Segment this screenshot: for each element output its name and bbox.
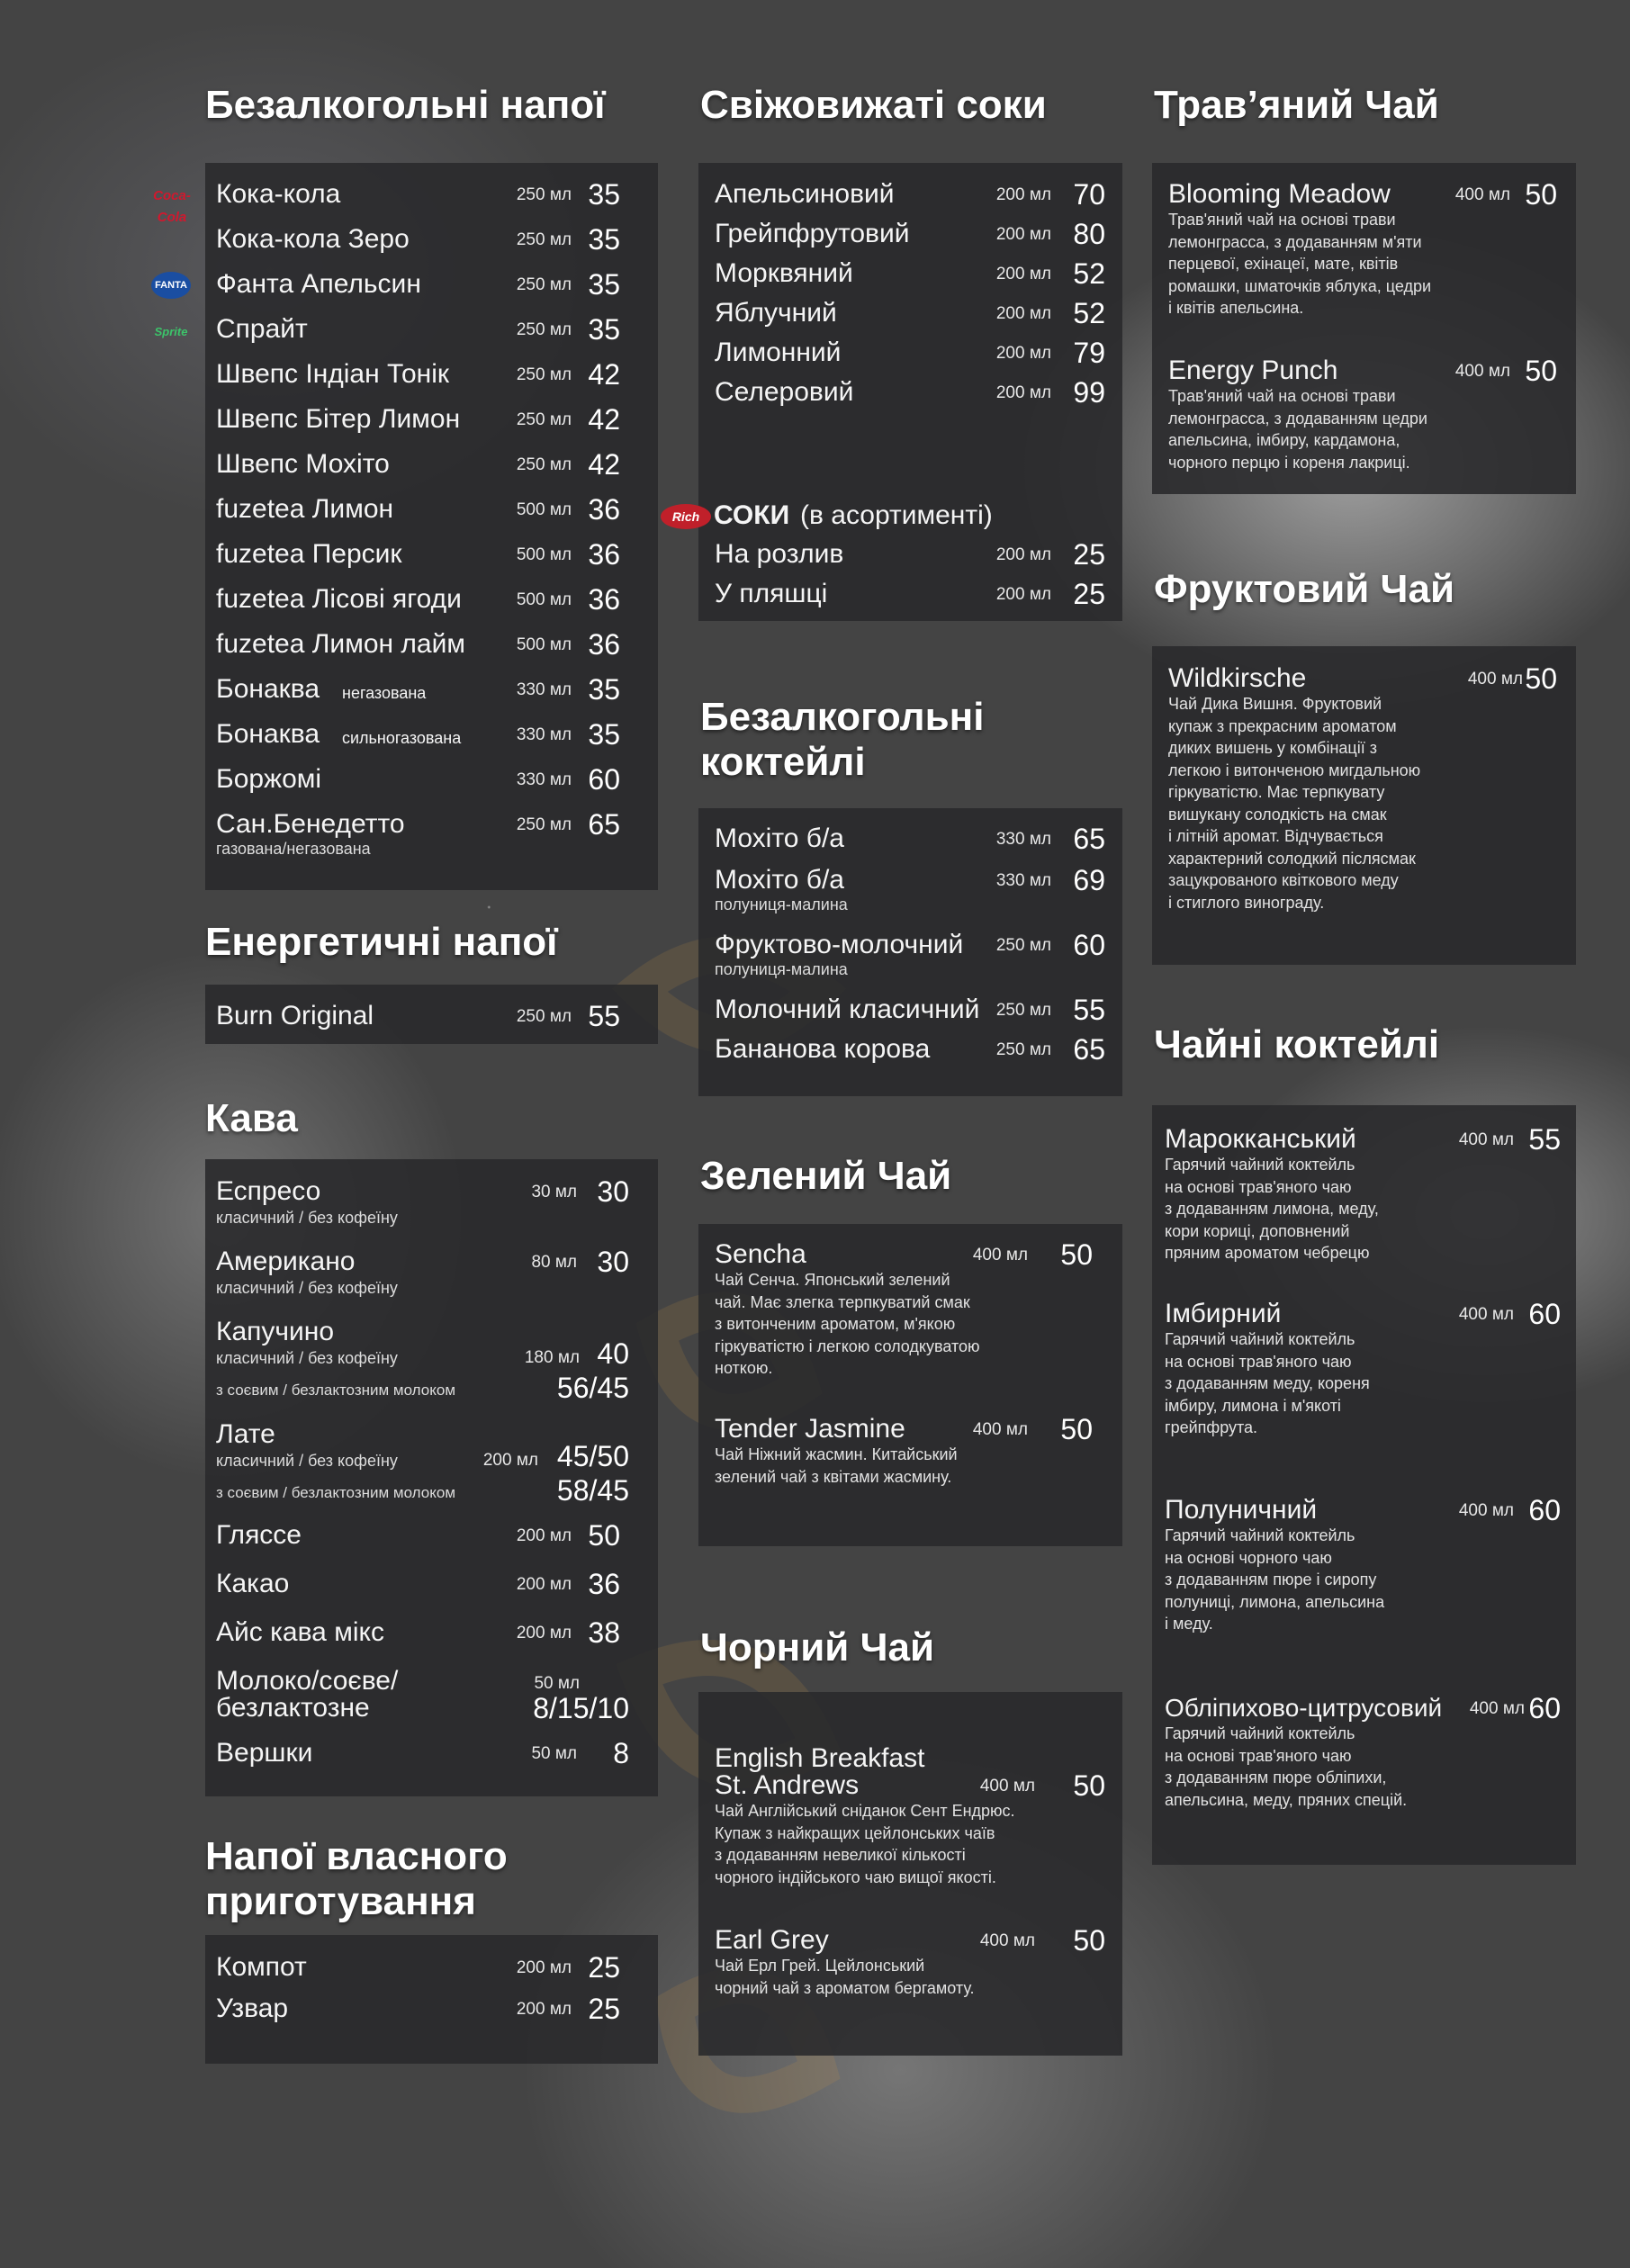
item-name: Полуничний [1165,1495,1318,1525]
description-line: з додаванням лимона, меду, [1165,1200,1379,1218]
item-name: Марокканський [1165,1124,1356,1154]
item-name: Імбирний [1165,1299,1282,1328]
tea-cocktails-heading: Чайні коктейлі [1154,1022,1440,1066]
item-name: Фруктово-молочний [715,930,964,959]
menu-item [715,1769,1105,1802]
item-name: Лате [216,1419,275,1449]
rich-note: (в асортименті) [800,500,993,530]
item-subtitle: класичний / без кофеїну [216,1349,398,1367]
description-line: апельсина, меду, пряних спецій. [1165,1790,1408,1809]
item-volume: 250 мл [995,936,1051,955]
description-line: ромашки, шматочків яблука, цедри [1168,276,1432,295]
item-volume: 400 мл [1467,670,1523,688]
item-price-2: 58/45 [556,1474,629,1507]
item-name: У пляшці [715,579,828,608]
item-name: Апельсиновий [715,179,895,209]
item-name: Кока-кола [216,179,341,209]
description-line: з додаванням пюре обліпихи, [1165,1768,1387,1786]
item-volume: 200 мл [995,545,1051,564]
item-price: 36 [588,1568,620,1600]
item-price: 99 [1073,376,1105,409]
item-volume: 330 мл [995,830,1051,849]
item-price: 55 [1528,1123,1561,1156]
description-line: пряним ароматом чебрецю [1165,1244,1370,1262]
menu-item [216,178,620,211]
menu-item [715,178,1105,211]
item-name: Energy Punch [1168,356,1338,385]
menu-item [715,1924,1105,1957]
item-subtitle: полуниця-малина [715,896,848,914]
item-volume: 200 мл [516,1526,572,1545]
item-price: 35 [588,268,620,301]
item-price: 25 [1073,538,1105,571]
menu-item [216,673,620,706]
item-price: 50 [1525,662,1557,695]
menu-item-espresso [216,1175,629,1208]
rich-juices-title [714,500,1110,532]
item-volume: 50 мл [534,1674,580,1693]
description-line: і стиглого винограду. [1168,893,1325,912]
menu-item-americano [216,1246,629,1278]
item-volume: 250 мл [516,1007,572,1026]
item-subtitle: класичний / без кофеїну [216,1279,398,1297]
menu-item [715,864,1105,896]
description-line: вишукану солодкість на смак [1168,805,1387,824]
item-description [1168,693,1420,914]
description-line: перцевої, ехінацеї, мате, квітів [1168,255,1399,273]
item-volume: 330 мл [995,871,1051,890]
item-name: Бананова корова [715,1034,931,1064]
item-name: Молочний класичний [715,994,980,1024]
description-line: зацукрованого квіткового меду [1168,871,1399,889]
item-volume: 500 мл [516,545,572,564]
item-name: Боржомі [216,764,322,794]
item-name: Молоко/соєве/ [216,1666,399,1696]
item-price: 30 [597,1246,629,1278]
item-volume: 500 мл [516,635,572,654]
item-volume: 500 мл [516,590,572,609]
menu-item [216,1993,620,2025]
description-line: грейпфрута. [1165,1418,1258,1436]
description-line: і квітів апельсина. [1168,299,1304,317]
item-name: Сан.Бенедетто [216,809,405,839]
item-volume: 180 мл [524,1348,580,1367]
item-volume: 400 мл [972,1420,1028,1439]
item-price: 36 [588,538,620,571]
menu-item [715,578,1105,610]
item-price: 52 [1073,297,1105,329]
item-name: Бонаква [216,719,320,749]
homemade-heading-line-1: Напої власного [205,1834,508,1878]
description-line: полуниці, лимона, апельсина [1165,1592,1385,1611]
item-price: 42 [588,448,620,481]
item-price: 69 [1073,864,1105,896]
item-price: 65 [1073,1033,1105,1066]
menu-item [715,257,1105,290]
menu-item [1168,355,1557,387]
item-volume: 200 мл [516,2000,572,2019]
menu-item [1168,178,1557,211]
menu-item [715,1033,1105,1066]
item-name: fuzetea Лимон [216,494,394,524]
item-volume: 250 мл [516,320,572,339]
menu-item [216,808,620,841]
description-line: імбиру, лимона і м'якоті [1165,1396,1341,1415]
item-name: Узвар [216,1994,289,2023]
rich-title: СОКИ [714,500,790,530]
description-line: Чай Ніжний жасмин. Китайський [715,1445,958,1463]
menu-item [216,223,620,256]
item-price: 42 [588,403,620,436]
item-price: 50 [1073,1924,1105,1957]
description-line: Купаж з найкращих цейлонських чаїв [715,1823,995,1842]
item-price: 45/50 [556,1440,629,1472]
item-subtitle-2: з соєвим / безлактозним молоком [216,1484,456,1501]
item-price: 8 [613,1737,629,1769]
item-price: 52 [1073,257,1105,290]
description-line: з витонченим ароматом, м'якою [715,1315,956,1333]
menu-item [216,493,620,526]
item-price: 40 [597,1337,629,1370]
item-volume: 200 мл [995,225,1051,244]
menu-item [216,583,620,616]
item-volume: 200 мл [995,383,1051,402]
item-price: 50 [1525,178,1557,211]
description-line: гіркуватістю і легкою солодкуватою [715,1336,980,1355]
description-line: Гарячий чайний коктейль [1165,1724,1355,1742]
item-volume: 500 мл [516,500,572,519]
menu-item [216,358,620,391]
item-price: 50 [1060,1413,1093,1445]
item-price: 25 [588,1951,620,1984]
item-price: 55 [1073,994,1105,1026]
item-name: Мохіто б/а [715,865,844,895]
item-volume: 250 мл [516,410,572,429]
menu-item [1165,1692,1561,1724]
item-price: 35 [588,223,620,256]
menu-item [216,718,620,751]
black-tea-heading: Чорний Чай [700,1625,935,1670]
menu-item [715,994,1105,1026]
item-volume: 30 мл [531,1183,577,1202]
item-volume: 330 мл [516,725,572,744]
item-volume: 200 мл [516,1575,572,1594]
item-description [1165,1525,1384,1635]
item-name: Компот [216,1952,307,1982]
item-volume: 250 мл [516,275,572,294]
item-name: Швепс Індіан Тонік [216,359,450,389]
item-price: 50 [588,1519,620,1552]
description-line: Гарячий чайний коктейль [1165,1330,1355,1348]
item-price: 60 [1528,1298,1561,1330]
item-volume: 400 мл [1454,185,1510,204]
description-line: чорного перцю і кореня лакриці. [1168,453,1410,472]
item-volume: 250 мл [516,230,572,249]
fresh-juices-heading: Свіжовижаті соки [700,83,1047,127]
item-name: Burn Original [216,1001,374,1030]
description-line: характерний солодкий післясмак [1168,849,1416,868]
item-volume: 200 мл [516,1624,572,1642]
sprite-logo-icon: Sprite [154,325,188,338]
description-line: чорного індійського чаю вищої якості. [715,1868,996,1886]
description-line: апельсина, імбиру, кардамона, [1168,431,1400,449]
description-line: на основі трав'яного чаю [1165,1746,1352,1765]
description-line: і меду. [1165,1615,1213,1633]
item-volume: 200 мл [482,1451,538,1470]
item-price: 65 [588,808,620,841]
item-name: Грейпфрутовий [715,219,910,248]
item-subtitle: класичний / без кофеїну [216,1209,398,1227]
item-volume: 80 мл [531,1253,577,1272]
item-volume: 250 мл [516,365,572,384]
description-line: на основі трав'яного чаю [1165,1177,1352,1196]
item-name: St. Andrews [715,1770,860,1800]
homemade-heading-line-2: приготування [205,1879,476,1923]
item-description [715,1444,958,1488]
item-name-line-1: English Breakfast [715,1743,925,1773]
description-line: Гарячий чайний коктейль [1165,1526,1355,1544]
item-price: 60 [588,763,620,796]
item-volume: 250 мл [516,185,572,204]
menu-item-burn [216,1000,620,1032]
item-price: 50 [1525,355,1557,387]
item-volume: 330 мл [516,680,572,699]
item-name: Какао [216,1569,290,1598]
menu-item [216,313,620,346]
description-line: Трав'яний чай на основі трави [1168,211,1396,229]
item-name: Американо [216,1246,356,1276]
herbal-tea-heading: Трав’яний Чай [1154,83,1439,127]
item-name: Обліпихово-цитрусовий [1165,1694,1443,1722]
item-volume: 200 мл [995,304,1051,323]
green-tea-heading: Зелений Чай [700,1154,952,1198]
item-volume: 400 мл [1469,1699,1525,1718]
description-line: з додаванням пюре і сиропу [1165,1570,1377,1588]
description-line: з додаванням невеликої кількості [715,1846,966,1864]
item-price: 8/15/10 [533,1692,629,1724]
item-name: Гляссе [216,1520,302,1550]
item-name: Швепс Бітер Лимон [216,404,461,434]
menu-item [715,1413,1093,1445]
menu-item [216,538,620,571]
menu-item [216,1568,620,1600]
description-line: на основі трав'яного чаю [1165,1352,1352,1371]
item-name: fuzetea Лимон лайм [216,629,465,659]
item-name: Tender Jasmine [715,1414,905,1444]
menu-item [216,763,620,796]
menu-item [715,297,1105,329]
item-price: 55 [588,1000,620,1032]
item-volume: 200 мл [995,265,1051,284]
item-description [1168,385,1427,473]
item-name: Sencha [715,1239,806,1269]
description-line: Трав'яний чай на основі трави [1168,387,1396,405]
menu-item [715,218,1105,250]
menu-item [715,376,1105,409]
item-price: 35 [588,673,620,706]
coffee-heading: Кава [205,1096,298,1140]
item-price: 25 [588,1993,620,2025]
item-name: fuzetea Персик [216,539,402,569]
item-name: Еспресо [216,1176,321,1206]
menu-item [216,1519,620,1552]
menu-item [715,1238,1093,1271]
item-description [715,1269,980,1380]
item-note: сильногазована [342,729,462,747]
item-price: 30 [597,1175,629,1208]
description-line: Чай Англійський сніданок Сент Ендрюс. [715,1802,1015,1820]
item-name: На розлив [715,539,844,569]
menu-item [1168,662,1557,695]
description-line: чорний чай з ароматом бергамоту. [715,1978,975,1997]
fanta-logo-icon: FANTA [151,272,191,299]
item-name: Капучино [216,1317,335,1346]
menu-item [715,929,1105,961]
description-line: ноткою. [715,1359,773,1377]
item-name: Вершки [216,1738,313,1768]
item-volume: 250 мл [516,455,572,474]
item-volume: 250 мл [995,1040,1051,1059]
item-price: 36 [588,583,620,616]
item-price: 65 [1073,823,1105,855]
item-subtitle-2: з соєвим / безлактозним молоком [216,1382,456,1399]
item-name: Мохіто б/а [715,824,844,853]
item-volume: 400 мл [972,1246,1028,1264]
description-line: легкою і витонченою мигдальною [1168,760,1421,779]
menu-item [216,1616,620,1649]
energy-drinks-heading: Енергетичні напої [205,920,558,964]
description-line: лемонграсса, з додаванням цедри [1168,409,1427,428]
description-line: купаж з прекрасним ароматом [1168,716,1397,735]
menu-item [715,538,1105,571]
cocktails-heading-line-2: коктейлі [700,740,866,784]
item-description [715,1955,975,1999]
description-line: кори кориці, доповнений [1165,1221,1350,1240]
item-note: негазована [342,684,427,702]
description-line: з додаванням меду, кореня [1165,1374,1370,1392]
item-name: Швепс Мохіто [216,449,390,479]
item-volume: 400 мл [1458,1501,1514,1520]
item-volume: 200 мл [995,185,1051,204]
item-name: Морквяний [715,258,853,288]
item-price: 50 [1060,1238,1093,1271]
item-description [715,1800,1015,1888]
rich-logo-icon: Rich [661,504,711,529]
fruit-tea-heading: Фруктовий Чай [1154,567,1454,611]
item-volume: 400 мл [1454,362,1510,381]
description-line: диких вишень у комбінації з [1168,739,1377,757]
item-price: 42 [588,358,620,391]
item-volume: 250 мл [995,1001,1051,1020]
item-name: Лимонний [715,338,842,367]
item-price: 35 [588,718,620,751]
menu-item [216,403,620,436]
item-price: 79 [1073,337,1105,369]
item-name: Айс кава мікс [216,1617,384,1647]
description-line: Гарячий чайний коктейль [1165,1156,1355,1174]
item-name: Селеровий [715,377,854,407]
item-price: 80 [1073,218,1105,250]
item-price: 35 [588,178,620,211]
item-price: 25 [1073,578,1105,610]
menu-item [216,628,620,661]
item-price: 36 [588,493,620,526]
item-volume: 50 мл [531,1744,577,1763]
item-description [1165,1328,1370,1439]
item-volume: 200 мл [516,1958,572,1977]
item-description [1165,1723,1407,1811]
item-volume: 200 мл [995,344,1051,363]
item-volume: 330 мл [516,770,572,789]
menu-item [216,1951,620,1984]
description-line: на основі чорного чаю [1165,1548,1332,1567]
menu-item [1165,1298,1561,1330]
cocktails-heading-line-1: Безалкогольні [700,695,985,739]
item-name: Фанта Апельсин [216,269,421,299]
menu-item [1165,1123,1561,1156]
item-name: Blooming Meadow [1168,179,1391,209]
item-price: 35 [588,313,620,346]
item-name: Earl Grey [715,1925,829,1955]
menu-item [1165,1494,1561,1526]
item-volume: 400 мл [979,1777,1035,1796]
item-price: 38 [588,1616,620,1649]
item-name: Бонаква [216,674,320,704]
description-line: гіркуватістю. Має терпкувату [1168,783,1385,801]
description-line: Чай Дика Вишня. Фруктовий [1168,695,1382,713]
item-subtitle: газована/негазована [216,840,371,858]
item-price: 60 [1073,929,1105,961]
item-name: Спрайт [216,314,308,344]
item-description [1168,209,1431,320]
item-description [1165,1154,1379,1264]
description-line: чай. Має злегка терпкуватий смак [715,1292,970,1311]
item-price-2: 56/45 [556,1372,629,1404]
menu-item [216,268,620,301]
description-line: лемонграсса, з додаванням м'яти [1168,232,1422,251]
description-line: Чай Ерл Грей. Цейлонський [715,1957,925,1975]
menu-item [216,448,620,481]
coca-cola-logo-icon: Coca-Cola [153,188,191,225]
item-price: 36 [588,628,620,661]
item-price: 60 [1528,1692,1561,1724]
menu-item [715,337,1105,369]
item-volume: 400 мл [979,1931,1035,1950]
item-price: 70 [1073,178,1105,211]
description-line: Чай Сенча. Японський зелений [715,1271,950,1289]
item-name: Wildkirsche [1168,663,1307,693]
item-volume: 400 мл [1458,1130,1514,1149]
item-name: Кока-кола Зеро [216,224,410,254]
menu-item [715,823,1105,855]
soft-drinks-heading: Безалкогольні напої [205,83,606,127]
description-line: і літній аромат. Відчувається [1168,827,1383,845]
menu-item-cream [216,1737,629,1769]
item-name: fuzetea Лісові ягоди [216,584,462,614]
item-name-2: безлактозне [216,1693,370,1723]
item-price: 50 [1073,1769,1105,1802]
item-subtitle: класичний / без кофеїну [216,1452,398,1470]
description-line: зелений чай з квітами жасмину. [715,1467,952,1486]
item-subtitle: полуниця-малина [715,960,848,978]
item-volume: 400 мл [1458,1305,1514,1324]
item-volume: 250 мл [516,815,572,834]
item-volume: 200 мл [995,585,1051,604]
item-name: Яблучний [715,298,837,328]
item-price: 60 [1528,1494,1561,1526]
